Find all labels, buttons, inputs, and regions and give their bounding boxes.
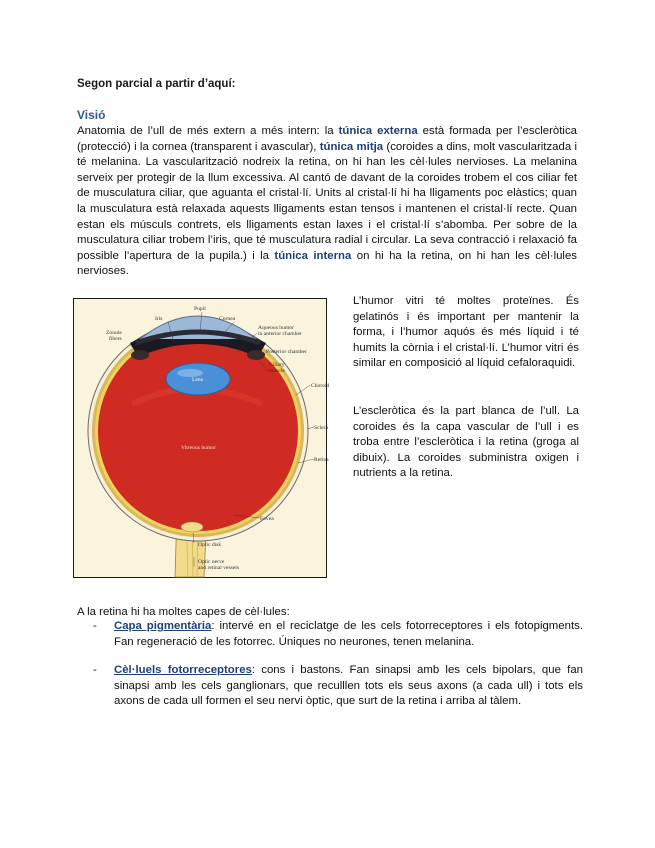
label-cornea: Cornea (219, 316, 236, 322)
label-aqueous-humor: Aqueous humor (258, 325, 294, 331)
intro-text: està formada per l’escleròtica (protecció) i la cornea (transparent i avascular), (77, 125, 577, 153)
dash-marker: - (93, 620, 97, 632)
eye-diagram-svg (74, 299, 330, 577)
term-tunica-mitja: túnica mitja (319, 140, 384, 153)
term-tunica-externa: túnica externa (338, 125, 418, 137)
intro-text: on hi ha la retina, on hi han les cèl·lules nervioses. (77, 249, 577, 278)
label-pupil: Pupil (194, 306, 206, 312)
term-tunica-interna: túnica interna (274, 249, 352, 262)
label-zonule: Zonule (106, 330, 122, 336)
label-fovea: Fovea (260, 516, 274, 522)
vitreous-shape (98, 331, 298, 531)
label-ciliary: Ciliary (269, 362, 285, 368)
list-item (93, 619, 583, 650)
vision-subheading: Visió (77, 108, 106, 122)
label-retinal-vessels: and retinal vessels (198, 565, 240, 571)
label-anterior-chamber: in anterior chamber (258, 331, 302, 337)
label-vitreous-humor: Vitreous humor (181, 445, 216, 451)
list-item (93, 663, 583, 710)
label-lens: Lens (192, 377, 203, 383)
bullet-text: : intervé en el reciclatge de les cels fotorreceptores i els fotopigments. Fan regeneració de les fotorrec. Úniques no neurones, tenen melanina. (114, 620, 583, 648)
retina-layers-list (93, 619, 583, 710)
label-posterior-chamber: Posterior chamber (266, 349, 307, 355)
label-optic-nerve: Optic nerve (198, 559, 225, 565)
term-capa-pigmentaria: Capa pigmentària (114, 620, 212, 632)
anatomy-paragraph (77, 124, 577, 280)
dash-marker: - (93, 664, 97, 677)
intro-text: (coroides a dins, molt vascularitzada i té melanina. La vascularització nodreix la retina, on hi han les cèl·lules nervioses. La melanina serveix per protegir de la llum excessiva. Al cantó de davant de la coroides trobem el cos ciliar fet de musculatura ciliar, que aguanta el cristal·lí. Units al cristal·lí hi ha lligaments poc elàstics; quan la musculatura està relaxada aquests lligaments estan tensos i mantenen el cristal·lí recte. Quan estan els músculs contrets, els lligaments estan laxes i el cristal·lí s’abomba. Per sobre de la musculatura ciliar trobem l’iris, que té musculatura radial i circular. La seva contracció i relaxació fa possible l’apertura de la pupila.) i la (77, 140, 577, 262)
label-sclera: Sclera (314, 425, 328, 431)
label-zonule-fibers: fibers (109, 336, 122, 342)
vitreous-paragraph: L’humor vitri té moltes proteïnes. És gelatinós i és important per mantenir la forma, i l’humor aquós és més líquid i té humits la còrnia i el cristal·lí. L’humor vitri és similar en composició al líquid cefaloraquidi. (353, 295, 579, 370)
label-choroid: Choroid (311, 383, 330, 389)
intro-text: Anatomia de l’ull de més extern a més intern: la (77, 125, 339, 137)
eye-diagram (73, 298, 330, 578)
optic-disk-shape (181, 522, 203, 532)
label-optic-disk: Optic disk (198, 542, 222, 548)
retina-intro: A la retina hi ha moltes capes de cèl·lules: (77, 606, 290, 618)
label-ciliary-muscle: muscle (269, 368, 285, 374)
ciliary-body-right (247, 350, 265, 360)
sclera-paragraph: L’escleròtica és la part blanca de l’ull. La coroides és la capa vascular de l’ull i es troba entre l’escleròtica i la retina (groga al dibuix). La coroides subministra oxigen i nutrients a la retina. (353, 405, 579, 480)
term-celluels-fotorreceptores: Cèl·luels fotorreceptores (114, 664, 252, 677)
label-retina: Retina (314, 457, 329, 463)
ciliary-body-left (131, 350, 149, 360)
label-iris: Iris (155, 316, 163, 322)
section-heading: Segon parcial a partir d’aquí: (77, 78, 236, 90)
lens-highlight (177, 369, 203, 377)
bullet-text: : cons i bastons. Fan sinapsi amb les cels bipolars, que fan sinapsi amb les cels ganglionars, que reculllen tots els seus axons (a cada ull) i tots els axons de cada ull formen el seu nervi òptic, que surt de la retina i arriba al tàlem. (114, 664, 583, 708)
